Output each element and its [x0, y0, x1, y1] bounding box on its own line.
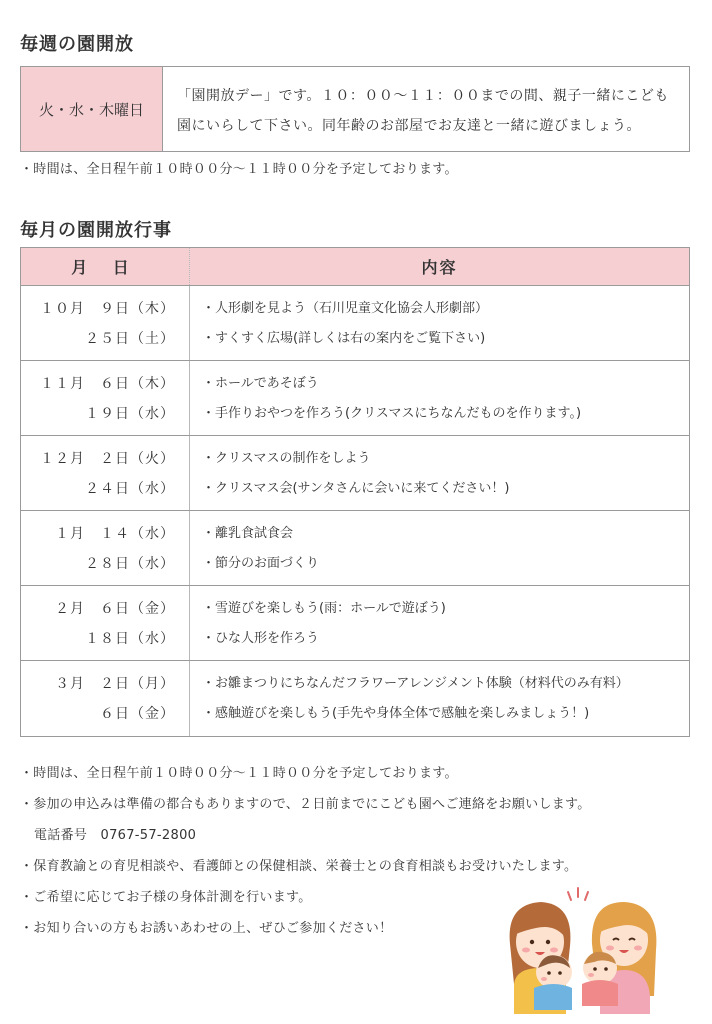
event-date: ６日（金） [100, 706, 175, 722]
table-header [21, 248, 689, 286]
monthly-events-table [20, 247, 690, 737]
event-date: １８日（水） [85, 631, 175, 647]
note-measure: ・ご希望に応じてお子様の身体計測を行います。 [20, 890, 312, 905]
note-time: ・時間は、全日程午前１０時００分～１１時００分を予定しております。 [20, 766, 458, 781]
phone-label: 電話番号 [34, 828, 88, 843]
event-description: ・クリスマスの制作をしよう [202, 451, 371, 466]
weekly-schedule-box [20, 66, 690, 152]
sparkle-icon [568, 888, 588, 900]
event-description: ・人形劇を見よう（石川児童文化協会人形劇部） [202, 301, 489, 316]
event-date: ３月 ２日（月） [55, 676, 175, 692]
weekly-days: 火・水・木曜日 [21, 67, 163, 151]
mothers-with-babies-illustration [496, 884, 676, 1014]
column-header-date: 月 日 [21, 248, 190, 285]
event-date: ２８日（水） [85, 556, 175, 572]
event-description: ・離乳食試食会 [202, 526, 294, 541]
event-date: １月 １４（水） [55, 526, 175, 542]
table-row [21, 661, 689, 736]
event-date: ２４日（水） [85, 481, 175, 497]
event-date: ２５日（土） [85, 331, 175, 347]
monthly-heading: 毎月の園開放行事 [20, 220, 172, 241]
column-header-content: 内容 [421, 258, 458, 277]
event-description: ・お雛まつりにちなんだフラワーアレンジメント体験（材料代のみ有料） [202, 676, 629, 691]
event-description: ・節分のお面づくり [202, 556, 320, 571]
event-description: ・感触遊びを楽しもう(手先や身体全体で感触を楽しみましょう！) [202, 706, 590, 721]
phone-line [20, 824, 700, 855]
weekly-time-note: ・時間は、全日程午前１０時００分～１１時００分を予定しております。 [20, 162, 458, 177]
event-description: ・ひな人形を作ろう [202, 631, 320, 646]
table-row [21, 361, 689, 436]
table-row [21, 586, 689, 661]
table-row [21, 436, 689, 511]
event-date: １９日（水） [85, 406, 175, 422]
event-description: ・ホールであそぼう [202, 376, 319, 391]
weekly-heading: 毎週の園開放 [20, 34, 134, 55]
event-description: ・クリスマス会(サンタさんに会いに来てください！) [202, 481, 510, 496]
event-date: １２月 ２日（火） [40, 451, 175, 467]
note-apply: ・参加の申込みは準備の都合もありますので、２日前までにこども園へご連絡をお願いします。 [20, 797, 591, 812]
event-description: ・手作りおやつを作ろう(クリスマスにちなんだものを作ります。) [202, 406, 582, 421]
event-description: ・雪遊びを楽しもう(雨：ホールで遊ぼう) [202, 601, 446, 616]
table-row [21, 286, 689, 361]
event-date: ２月 ６日（金） [55, 601, 175, 617]
event-description: ・すくすく広場(詳しくは右の案内をご覧下さい) [202, 331, 486, 346]
table-row [21, 511, 689, 586]
note-consult: ・保育教諭との育児相談や、看護師との保健相談、栄養士との食育相談もお受けいたします。 [20, 859, 578, 874]
phone-number: 0767-57-2800 [100, 828, 197, 843]
event-date: １０月 ９日（木） [40, 301, 175, 317]
weekly-description: 「園開放デー」です。１０：００～１１：００までの間、親子一緒にこども園にいらして下さい。同年齢のお部屋でお友達と一緒に遊びましょう。 [177, 88, 669, 134]
note-invite: ・お知り合いの方もお誘いあわせの上、ぜひご参加ください！ [20, 921, 393, 936]
event-date: １１月 ６日（木） [40, 376, 175, 392]
